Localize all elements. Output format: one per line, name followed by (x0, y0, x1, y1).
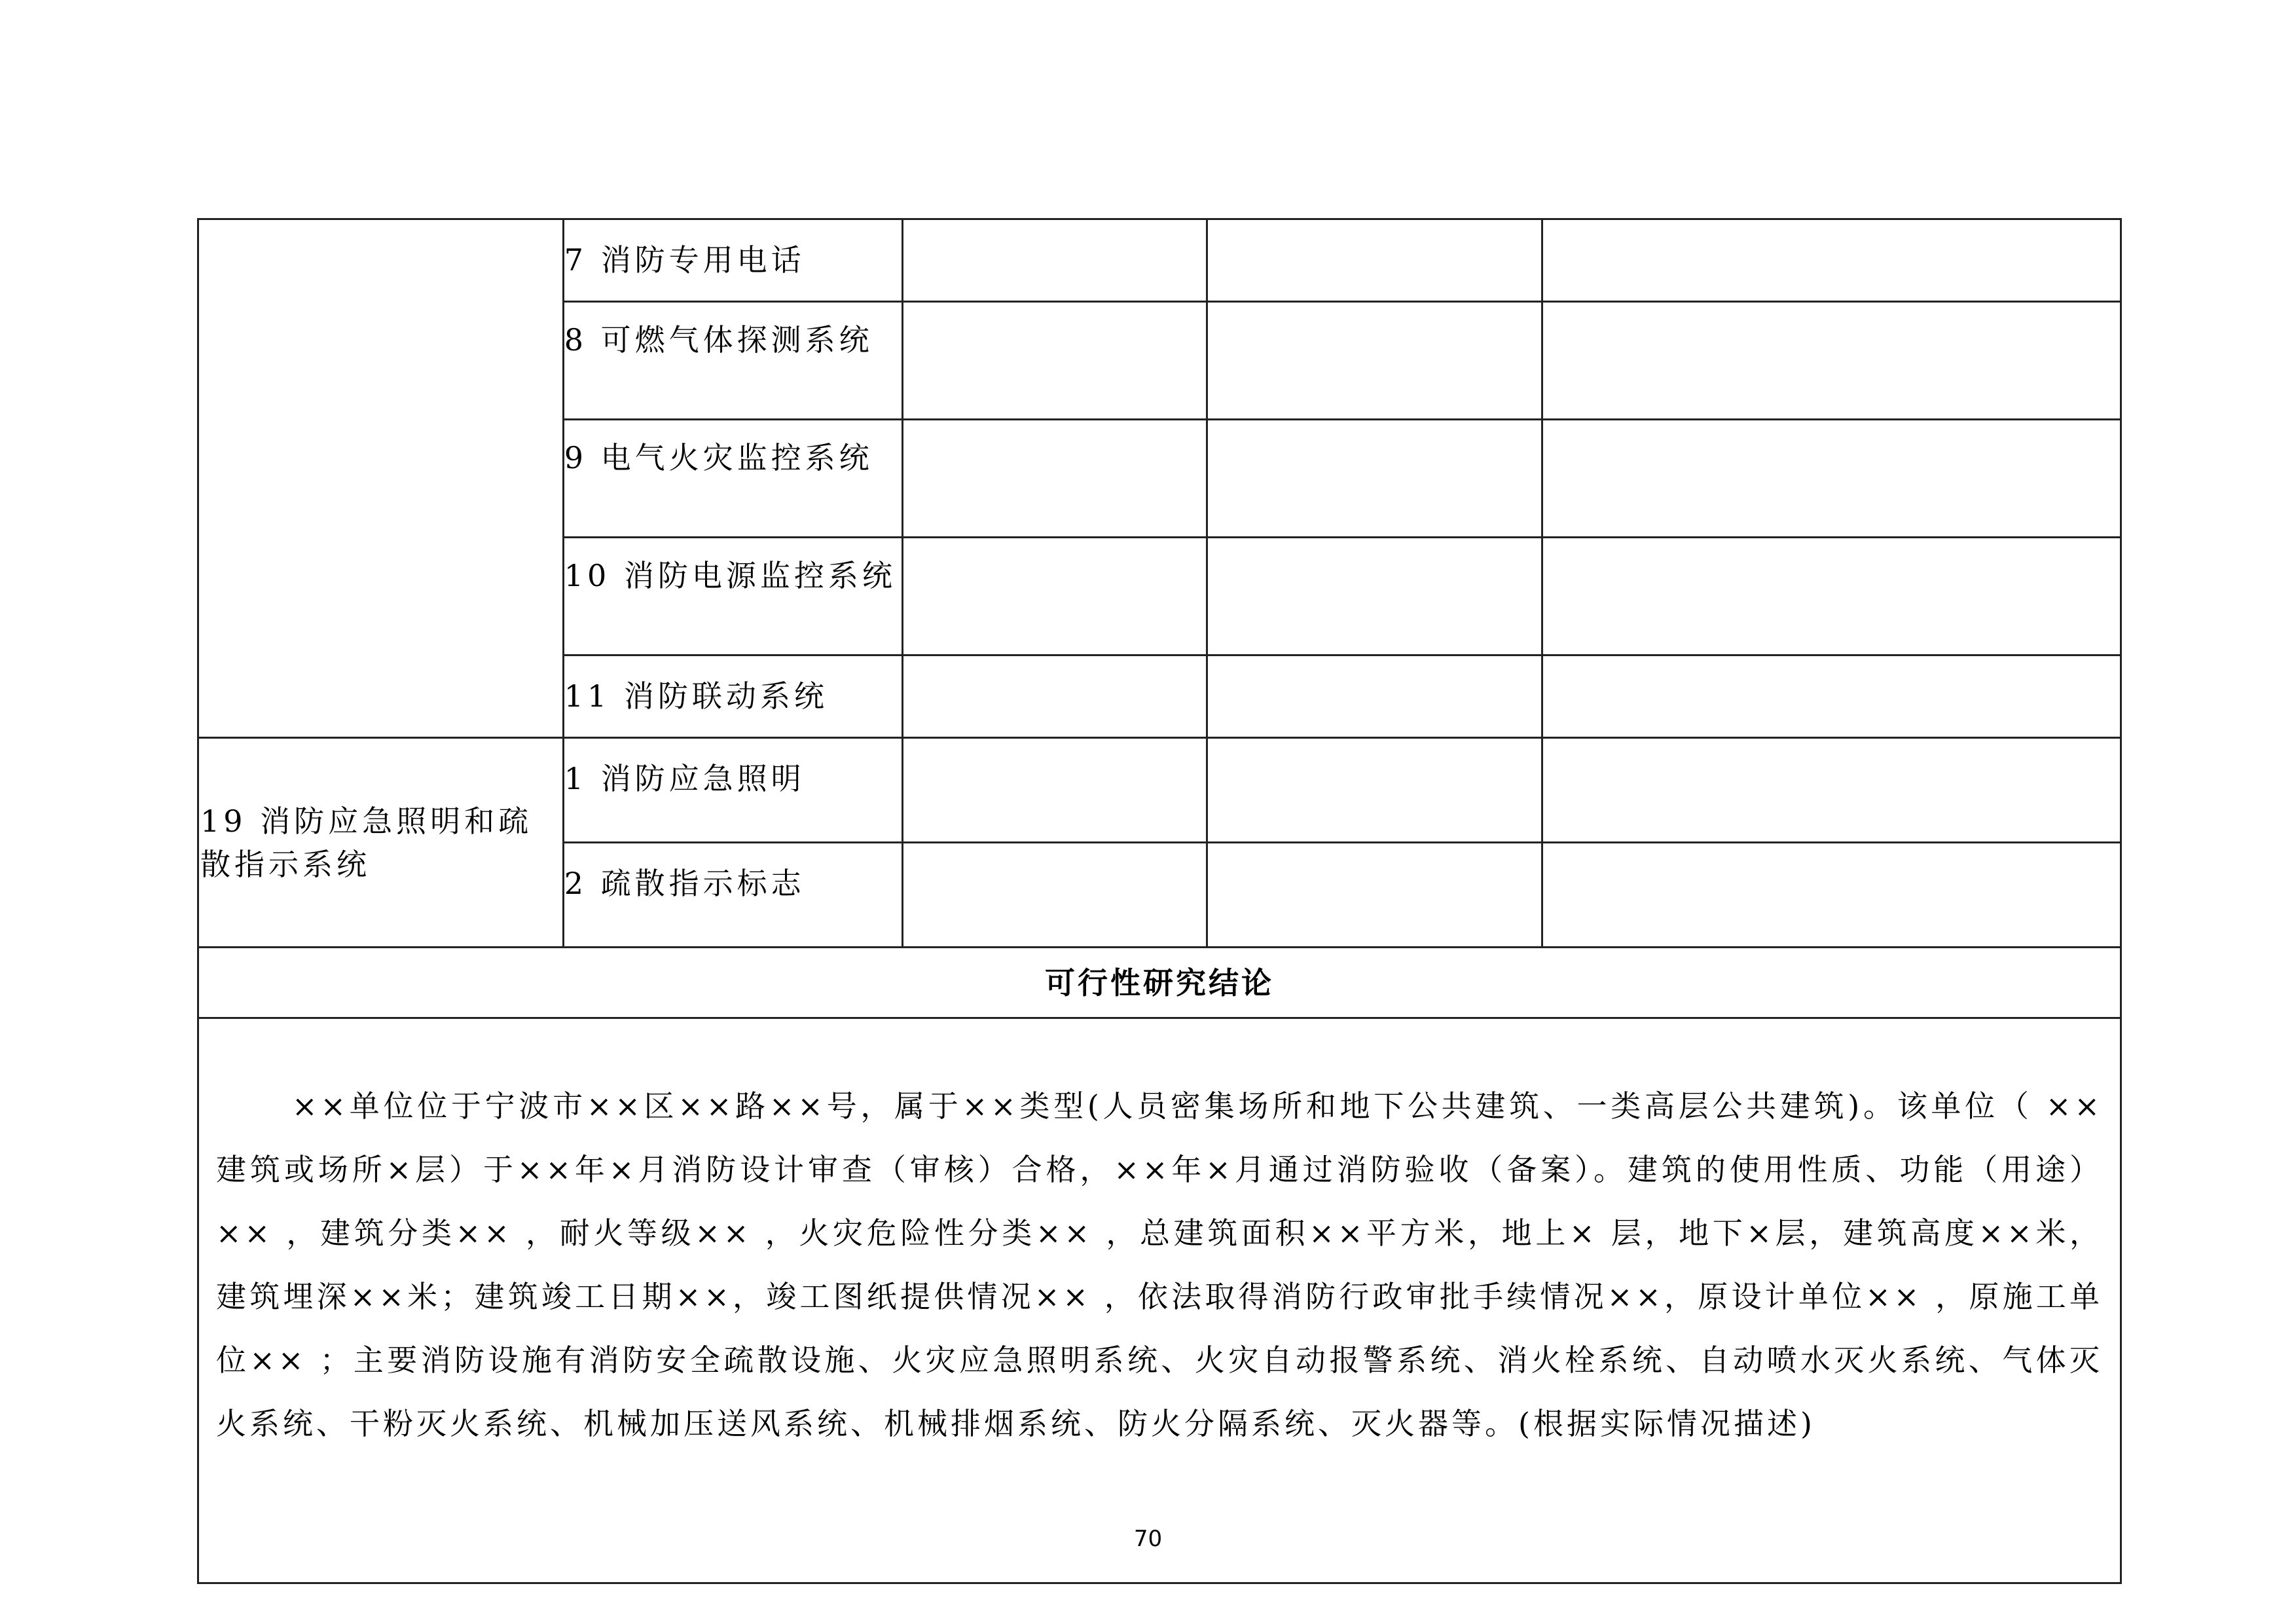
empty-cell (903, 843, 1207, 948)
empty-cell (1207, 655, 1542, 738)
empty-cell (1207, 843, 1542, 948)
group-label-cell: 19 消防应急照明和疏散指示系统 (198, 738, 564, 948)
inspection-table (197, 218, 2122, 1584)
empty-cell (1207, 302, 1542, 420)
empty-cell (903, 302, 1207, 420)
empty-cell (903, 738, 1207, 843)
empty-cell (1542, 420, 2121, 538)
group-label-cell (198, 219, 564, 738)
empty-cell (903, 420, 1207, 538)
table-row (198, 738, 2121, 843)
item-label: 1 消防应急照明 (563, 738, 902, 843)
page-number: 70 (1133, 1526, 1163, 1552)
conclusion-text: ××单位位于宁波市××区××路××号，属于××类型(人员密集场所和地下公共建筑、一类高层公共建筑)。该单位（ ××建筑或场所×层）于××年×月消防设计审查（审核）合格，××年×月通过消防验收（备案）。建筑的使用性质、功能（用途）×× ，建筑分类×× ，耐火等级×× ，火灾危险性分类×× ，总建筑面积××平方米，地上× 层，地下×层，建筑高度××米，建筑埋深××米；建筑竣工日期××，竣工图纸提供情况×× ，依法取得消防行政审批手续情况××，原设计单位×× ，原施工单位×× ；主要消防设施有消防安全疏散设施、火灾应急照明系统、火灾自动报警系统、消火栓系统、自动喷水灭火系统、气体灭火系统、干粉灭火系统、机械加压送风系统、机械排烟系统、防火分隔系统、灭火器等。(根据实际情况描述) (216, 1088, 2103, 1441)
empty-cell (1542, 219, 2121, 302)
empty-cell (1542, 538, 2121, 655)
empty-cell (903, 538, 1207, 655)
conclusion-cell (198, 1018, 2121, 1583)
conclusion-title: 可行性研究结论 (198, 948, 2121, 1018)
item-label: 11 消防联动系统 (563, 655, 902, 738)
empty-cell (1542, 302, 2121, 420)
item-label: 2 疏散指示标志 (563, 843, 902, 948)
table-row (198, 219, 2121, 302)
empty-cell (1542, 738, 2121, 843)
empty-cell (1207, 738, 1542, 843)
item-label: 7 消防专用电话 (563, 219, 902, 302)
empty-cell (903, 655, 1207, 738)
empty-cell (1207, 538, 1542, 655)
conclusion-body-row (198, 1018, 2121, 1583)
conclusion-header-row (198, 948, 2121, 1018)
empty-cell (1542, 655, 2121, 738)
empty-cell (1542, 843, 2121, 948)
item-label: 10 消防电源监控系统 (563, 538, 902, 655)
item-label: 9 电气火灾监控系统 (563, 420, 902, 538)
empty-cell (1207, 420, 1542, 538)
item-label: 8 可燃气体探测系统 (563, 302, 902, 420)
empty-cell (903, 219, 1207, 302)
empty-cell (1207, 219, 1542, 302)
